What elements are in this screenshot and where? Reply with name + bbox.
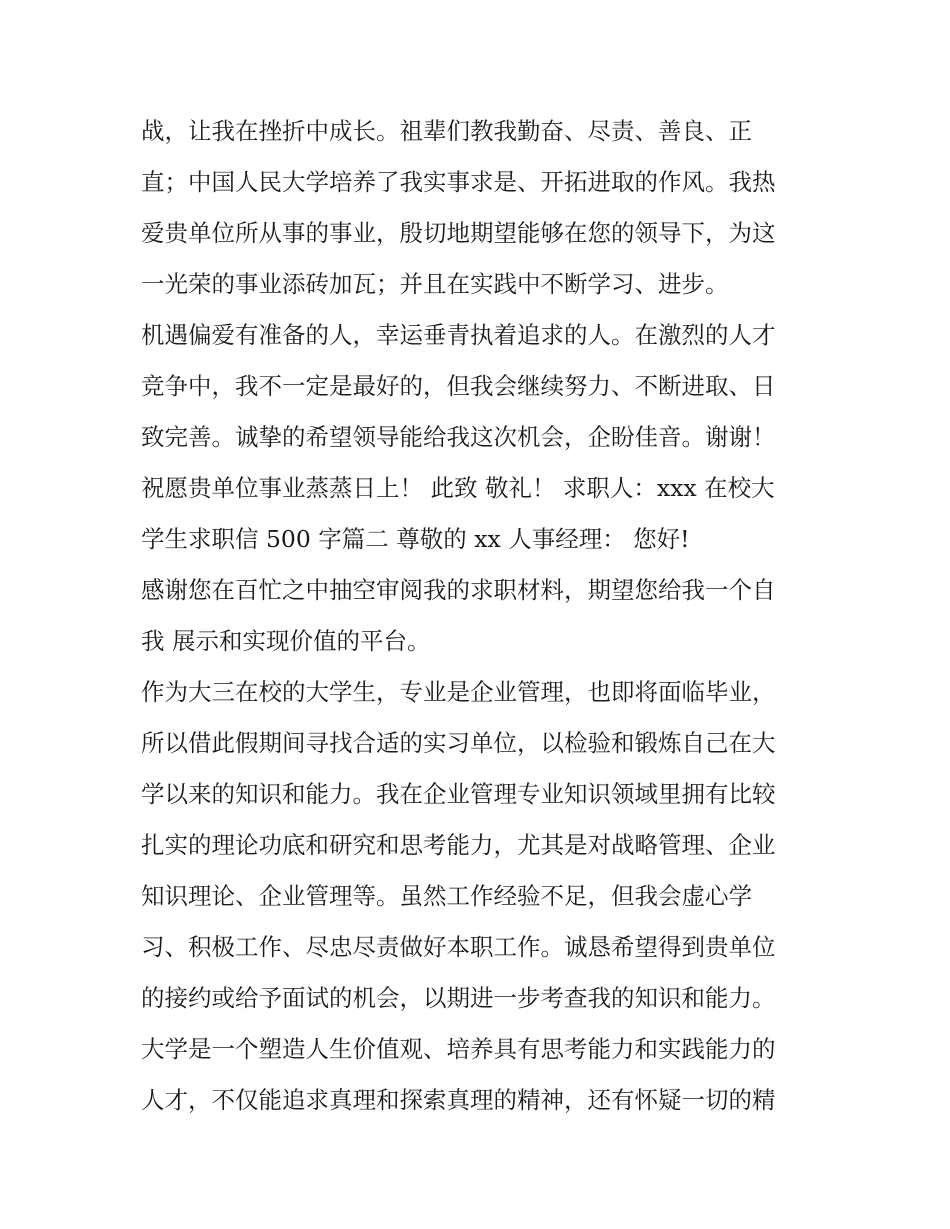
- text-line-13: 所以借此假期间寻找合适的实习单位，以检验和锻炼自己在大: [141, 729, 776, 757]
- text-line-2: 直；中国人民大学培养了我实事求是、开拓进取的作风。我热: [141, 168, 776, 196]
- text-line-16: 知识理论、企业管理等。虽然工作经验不足，但我会虚心学: [141, 882, 752, 910]
- text-line-3: 爱贵单位所从事的事业，殷切地期望能够在您的领导下，为这: [141, 219, 776, 247]
- text-line-8: 祝愿贵单位事业蒸蒸日上！ 此致 敬礼！ 求职人：xxx 在校大: [141, 474, 775, 502]
- text-line-9: 学生求职信 500 字篇二 尊敬的 xx 人事经理： 您好!: [141, 525, 690, 553]
- text-line-19: 大学是一个塑造人生价值观、培养具有思考能力和实践能力的: [141, 1035, 776, 1063]
- text-line-11: 我 展示和实现价值的平台。: [141, 627, 431, 655]
- text-line-20: 人才，不仅能追求真理和探索真理的精神，还有怀疑一切的精: [141, 1086, 776, 1114]
- text-line-17: 习、积极工作、尽忠尽责做好本职工作。诚恳希望得到贵单位: [141, 933, 776, 961]
- text-line-1: 战，让我在挫折中成长。祖辈们教我勤奋、尽责、善良、正: [141, 117, 752, 145]
- text-line-15: 扎实的理论功底和研究和思考能力，尤其是对战略管理、企业: [141, 831, 776, 859]
- text-line-12: 作为大三在校的大学生，专业是企业管理，也即将面临毕业，: [141, 678, 776, 706]
- text-line-14: 学以来的知识和能力。我在企业管理专业知识领域里拥有比较: [141, 780, 776, 808]
- text-line-5: 机遇偏爱有准备的人，幸运垂青执着追求的人。在激烈的人才: [141, 321, 776, 349]
- text-line-18: 的接约或给予面试的机会，以期进一步考查我的知识和能力。: [141, 984, 776, 1012]
- text-line-7: 致完善。诚挚的希望领导能给我这次机会，企盼佳音。谢谢！: [141, 423, 776, 451]
- document-text-body: [141, 106, 831, 1126]
- text-line-10: 感谢您在百忙之中抽空审阅我的求职材料，期望您给我一个自: [141, 576, 776, 604]
- text-line-4: 一光荣的事业添砖加瓦；并且在实践中不断学习、进步。: [141, 270, 729, 298]
- text-line-6: 竞争中，我不一定是最好的，但我会继续努力、不断进取、日: [141, 372, 776, 400]
